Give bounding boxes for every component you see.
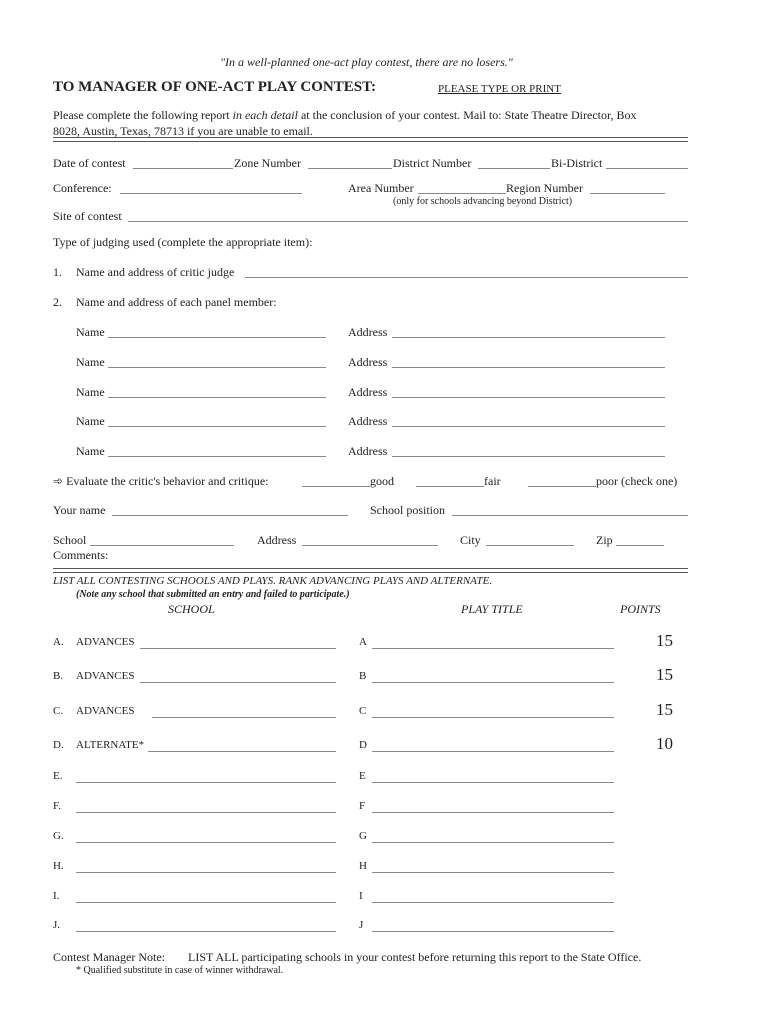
- district-field[interactable]: [478, 168, 550, 169]
- school-entry-field[interactable]: [76, 931, 336, 932]
- footer-label: Contest Manager Note:: [53, 950, 165, 964]
- row-letter: A.: [53, 636, 64, 648]
- site-field[interactable]: [128, 221, 688, 222]
- footnote: * Qualified substitute in case of winner withdrawal.: [76, 965, 284, 976]
- panel-name-field[interactable]: [108, 367, 326, 368]
- zone-label: Zone Number: [234, 156, 301, 170]
- zone-field[interactable]: [308, 168, 392, 169]
- list-instruction: LIST ALL CONTESTING SCHOOLS AND PLAYS. RANK ADVANCING PLAYS AND ALTERNATE.: [53, 575, 493, 587]
- site-label: Site of contest: [53, 209, 122, 223]
- row-status: ADVANCES: [76, 670, 135, 682]
- row-letter: D.: [53, 739, 64, 751]
- play-letter: G: [359, 830, 367, 842]
- school-field[interactable]: [90, 545, 234, 546]
- play-title-field[interactable]: [372, 682, 614, 683]
- panel-address-field[interactable]: [392, 426, 665, 427]
- address-label: Address: [257, 533, 297, 547]
- play-letter: C: [359, 705, 367, 717]
- row-points: 15: [656, 665, 673, 684]
- play-title-field[interactable]: [372, 812, 614, 813]
- row-letter: I.: [53, 890, 60, 902]
- panel-name-field[interactable]: [108, 426, 326, 427]
- column-play-title: PLAY TITLE: [461, 602, 523, 616]
- school-entry-field[interactable]: [76, 872, 336, 873]
- row-points: 15: [656, 700, 673, 719]
- panel-address-field[interactable]: [392, 367, 665, 368]
- school-position-field[interactable]: [452, 515, 688, 516]
- comments-label: Comments:: [53, 548, 109, 562]
- panel-members-label: Name and address of each panel member:: [76, 295, 277, 309]
- advancing-note: (only for schools advancing beyond District): [393, 196, 573, 207]
- fair-label: fair: [484, 474, 501, 488]
- intro-line-2: 8028, Austin, Texas, 78713 if you are unable to email.: [53, 124, 313, 138]
- panel-address-field[interactable]: [392, 337, 665, 338]
- region-label: Region Number: [506, 181, 583, 195]
- poor-label: poor (check one): [596, 474, 678, 488]
- region-field[interactable]: [590, 193, 665, 194]
- play-letter: E: [359, 770, 366, 782]
- play-title-field[interactable]: [372, 751, 614, 752]
- row-points: 15: [656, 631, 673, 650]
- bidistrict-field[interactable]: [606, 168, 688, 169]
- row-letter: E.: [53, 770, 63, 782]
- judging-intro: Type of judging used (complete the appropriate item):: [53, 235, 313, 249]
- panel-address-field[interactable]: [392, 456, 665, 457]
- area-label: Area Number: [348, 181, 414, 195]
- school-entry-field[interactable]: [76, 842, 336, 843]
- item-1-number: 1.: [53, 265, 62, 279]
- area-field[interactable]: [418, 193, 506, 194]
- row-status: ALTERNATE*: [76, 739, 145, 751]
- play-title-field[interactable]: [372, 872, 614, 873]
- type-or-print-note: PLEASE TYPE OR PRINT: [438, 83, 561, 95]
- good-label: good: [370, 474, 394, 488]
- fair-check-field[interactable]: [416, 486, 484, 487]
- zip-field[interactable]: [616, 545, 664, 546]
- panel-address-label: Address: [348, 325, 388, 339]
- play-title-field[interactable]: [372, 931, 614, 932]
- critic-judge-label: Name and address of critic judge: [76, 265, 235, 279]
- play-letter: B: [359, 670, 367, 682]
- panel-address-label: Address: [348, 444, 388, 458]
- date-label: Date of contest: [53, 156, 126, 170]
- panel-name-label: Name: [76, 444, 105, 458]
- panel-name-field[interactable]: [108, 397, 326, 398]
- play-letter: D: [359, 739, 367, 751]
- play-letter: F: [359, 800, 366, 812]
- item-2-number: 2.: [53, 295, 62, 309]
- school-position-label: School position: [370, 503, 446, 517]
- form-heading: TO MANAGER OF ONE-ACT PLAY CONTEST:: [53, 79, 376, 95]
- zip-label: Zip: [596, 533, 613, 547]
- school-entry-field[interactable]: [152, 717, 336, 718]
- panel-address-label: Address: [348, 414, 388, 428]
- your-name-label: Your name: [53, 503, 106, 517]
- play-letter: J: [359, 919, 364, 931]
- row-letter: B.: [53, 670, 64, 682]
- school-label: School: [53, 533, 87, 547]
- district-label: District Number: [393, 156, 472, 170]
- your-name-field[interactable]: [112, 515, 348, 516]
- school-entry-field[interactable]: [76, 812, 336, 813]
- school-entry-field[interactable]: [76, 902, 336, 903]
- date-field[interactable]: [133, 168, 233, 169]
- motto-quote: "In a well-planned one-act play contest, there are no losers.": [220, 55, 513, 69]
- school-entry-field[interactable]: [140, 682, 336, 683]
- row-letter: C.: [53, 705, 64, 717]
- play-letter: I: [359, 890, 363, 902]
- panel-address-label: Address: [348, 355, 388, 369]
- column-points: POINTS: [620, 602, 661, 616]
- row-status: ADVANCES: [76, 636, 135, 648]
- footer-text: LIST ALL participating schools in your contest before returning this report to the State Office.: [188, 950, 642, 964]
- list-divider: [53, 568, 688, 573]
- panel-address-label: Address: [348, 385, 388, 399]
- play-title-field[interactable]: [372, 782, 614, 783]
- good-check-field[interactable]: [302, 486, 370, 487]
- row-letter: G.: [53, 830, 64, 842]
- play-title-field[interactable]: [372, 902, 614, 903]
- column-school: SCHOOL: [168, 602, 215, 616]
- header-divider: [53, 137, 688, 142]
- evaluate-label: ➾ Evaluate the critic's behavior and critique:: [53, 474, 269, 488]
- conference-label: Conference:: [53, 181, 112, 195]
- row-letter: F.: [53, 800, 61, 812]
- bidistrict-label: Bi-District: [551, 156, 603, 170]
- row-letter: J.: [53, 919, 61, 931]
- row-status: ADVANCES: [76, 705, 135, 717]
- panel-name-label: Name: [76, 414, 105, 428]
- play-title-field[interactable]: [372, 842, 614, 843]
- school-entry-field[interactable]: [140, 648, 336, 649]
- row-letter: H.: [53, 860, 64, 872]
- school-entry-field[interactable]: [148, 751, 336, 752]
- intro-line-1: Please complete the following report in each detail at the conclusion of your contest. Mail to: State Theatre Director, Box: [53, 108, 637, 122]
- school-entry-field[interactable]: [76, 782, 336, 783]
- row-points: 10: [656, 734, 673, 753]
- conference-field[interactable]: [120, 193, 302, 194]
- list-note: (Note any school that submitted an entry and failed to participate.): [76, 589, 350, 600]
- play-letter: H: [359, 860, 367, 872]
- poor-check-field[interactable]: [528, 486, 596, 487]
- arrow-right-icon: ➾: [53, 474, 64, 488]
- play-title-field[interactable]: [372, 717, 614, 718]
- panel-name-field[interactable]: [108, 337, 326, 338]
- panel-name-label: Name: [76, 385, 105, 399]
- panel-name-field[interactable]: [108, 456, 326, 457]
- city-field[interactable]: [486, 545, 574, 546]
- panel-name-label: Name: [76, 355, 105, 369]
- panel-name-label: Name: [76, 325, 105, 339]
- city-label: City: [460, 533, 481, 547]
- play-title-field[interactable]: [372, 648, 614, 649]
- address-field[interactable]: [302, 545, 438, 546]
- critic-judge-field[interactable]: [245, 277, 688, 278]
- panel-address-field[interactable]: [392, 397, 665, 398]
- play-letter: A: [359, 636, 367, 648]
